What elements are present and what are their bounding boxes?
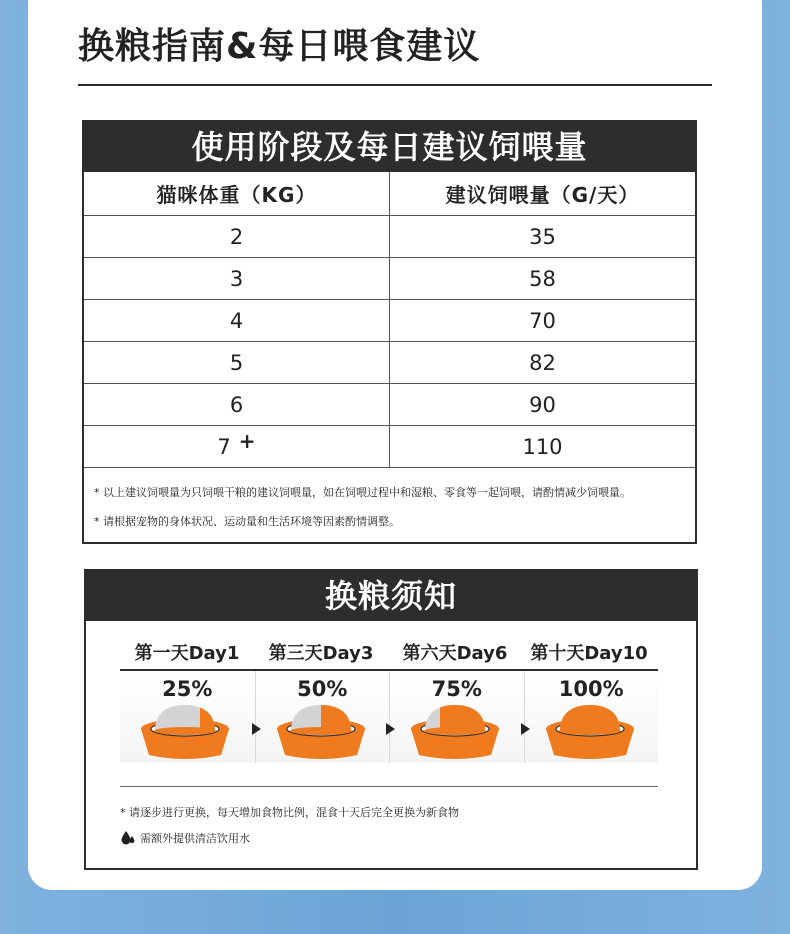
step-card — [389, 671, 524, 763]
table-row — [84, 342, 695, 384]
amount-cell: 35 — [529, 224, 556, 249]
arrow-right-icon — [252, 723, 261, 735]
bowl-front-lip — [154, 727, 216, 735]
arrow-right-icon — [386, 723, 395, 735]
water-drop-icon — [120, 830, 136, 846]
column-header-weight: 猫咪体重（KG） — [84, 172, 390, 215]
table-row — [84, 384, 695, 426]
percent-label: 75% — [431, 677, 482, 701]
weight-cell: 3 — [84, 258, 390, 299]
percent-label: 50% — [297, 677, 348, 701]
percent-label: 100% — [558, 677, 624, 701]
table-header-row — [84, 172, 695, 216]
bowl-front-lip — [424, 727, 486, 735]
water-note-text: 需额外提供清洁饮用水 — [140, 832, 250, 845]
switch-guide-heading: 换粮须知 — [86, 571, 696, 621]
bowl-front-lip — [290, 727, 352, 735]
table-row — [84, 426, 695, 468]
table-row — [84, 258, 695, 300]
table-row — [84, 216, 695, 258]
food-bowl-icon — [271, 701, 371, 761]
day-label: 第十天Day10 — [530, 643, 648, 664]
food-bowl-icon — [540, 701, 640, 761]
amount-cell: 82 — [529, 350, 556, 375]
weight-cell: 2 — [84, 216, 390, 257]
page-title: 换粮指南&每日喂食建议 — [78, 26, 481, 67]
day-labels — [120, 639, 658, 669]
weight-cell: 6 — [84, 384, 390, 425]
day-label: 第三天Day3 — [268, 643, 374, 664]
amount-cell: 70 — [529, 308, 556, 333]
day-label: 第一天Day1 — [134, 643, 240, 664]
column-header-amount: 建议饲喂量（G/天） — [445, 183, 640, 207]
percent-label: 25% — [162, 677, 213, 701]
amount-cell: 110 — [522, 434, 563, 459]
food-bowl-icon — [135, 701, 235, 761]
weight-value: 7 — [217, 434, 231, 459]
feeding-note: * 以上建议饲喂量为只饲喂干粮的建议饲喂量，如在饲喂过程中和湿粮、零食等一起饲喂，请酌情减少饲喂量。 — [94, 486, 631, 499]
water-note — [120, 830, 250, 846]
switch-steps — [120, 639, 658, 701]
weight-plus-suffix: + — [238, 428, 256, 453]
step-card — [120, 671, 255, 763]
guide-divider — [120, 786, 658, 787]
step-row — [120, 671, 658, 763]
feeding-note: * 请根据宠物的身体状况、运动量和生活环境等因素酌情调整。 — [94, 515, 400, 528]
arrow-right-icon — [521, 723, 530, 735]
title-divider — [78, 84, 712, 86]
weight-cell: 4 — [84, 300, 390, 341]
weight-cell — [84, 426, 390, 467]
feeding-table-heading: 使用阶段及每日建议饲喂量 — [84, 122, 695, 172]
step-card — [524, 671, 659, 763]
amount-cell: 90 — [529, 392, 556, 417]
weight-cell: 5 — [84, 342, 390, 383]
switch-tip: * 请逐步进行更换，每天增加食物比例，混食十天后完全更换为新食物 — [120, 806, 459, 819]
step-card — [255, 671, 390, 763]
feeding-table — [84, 172, 695, 468]
switch-guide-panel — [84, 569, 698, 870]
day-label: 第六天Day6 — [402, 643, 508, 664]
table-row — [84, 300, 695, 342]
food-bowl-icon — [405, 701, 505, 761]
amount-cell: 58 — [529, 266, 556, 291]
bowl-front-lip — [559, 727, 621, 735]
feeding-table-panel — [82, 120, 697, 544]
feeding-notes — [84, 468, 695, 529]
